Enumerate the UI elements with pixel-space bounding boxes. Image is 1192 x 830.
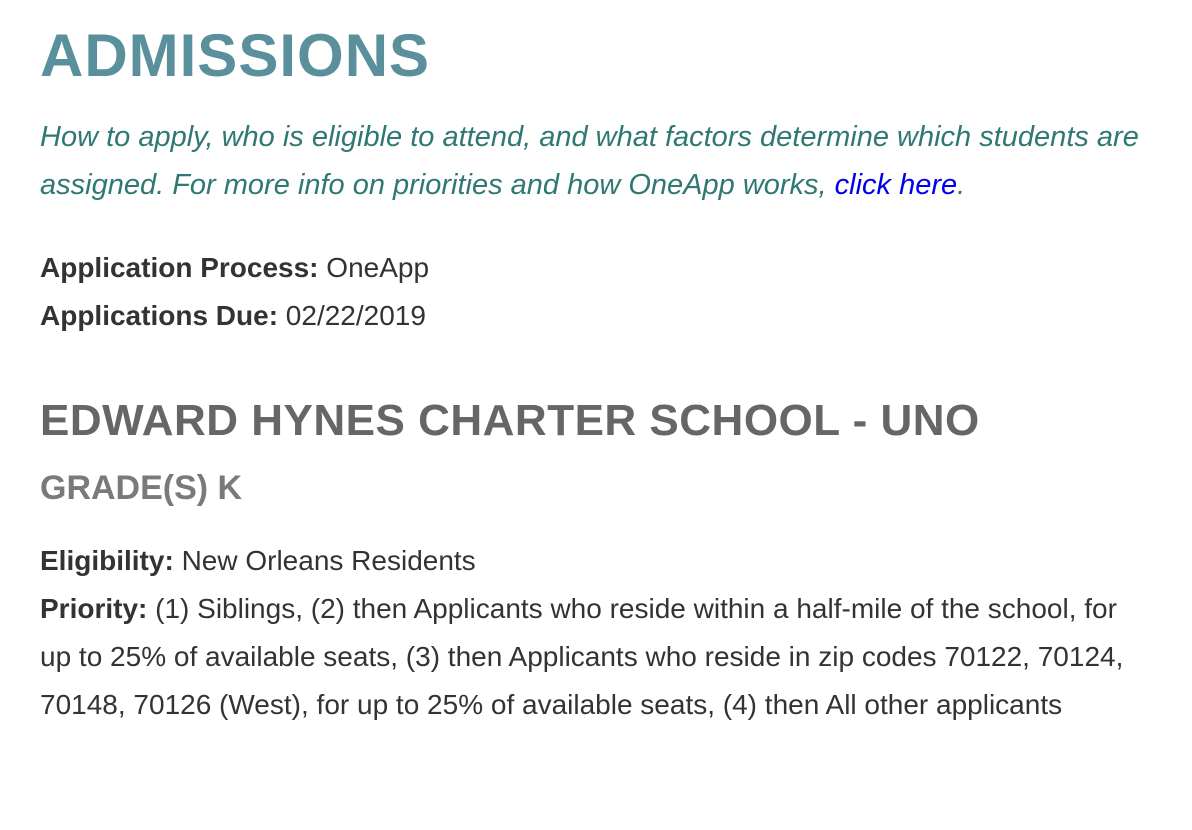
priority-value: (1) Siblings, (2) then Applicants who reside within a half-mile of the school, for up to 25% of available seats, (3) then Applicants who reside in zip codes 70122, 70124, 70148, 70126 (West), for up to 25% of available seats, (4) then All other applicants <box>40 593 1124 720</box>
intro-trailing: . <box>957 169 966 201</box>
page-title: ADMISSIONS <box>40 22 431 89</box>
application-info <box>40 244 1152 340</box>
school-grades: GRADE(S) K <box>40 469 243 507</box>
eligibility-row <box>40 537 1152 585</box>
application-process-label: Application Process: <box>40 252 319 283</box>
intro-text <box>40 86 1152 209</box>
priority-row <box>40 585 1152 729</box>
application-process-value: OneApp <box>326 252 430 283</box>
school-name: EDWARD HYNES CHARTER SCHOOL - UNO <box>40 396 980 445</box>
click-here-link[interactable]: click here <box>834 169 958 201</box>
eligibility-label: Eligibility: <box>40 545 174 576</box>
eligibility-value: New Orleans Residents <box>181 545 476 576</box>
school-details <box>40 537 1152 729</box>
applications-due-row <box>40 292 1152 340</box>
priority-label: Priority: <box>40 593 148 624</box>
applications-due-value: 02/22/2019 <box>285 300 426 331</box>
applications-due-label: Applications Due: <box>40 300 279 331</box>
intro-body: How to apply, who is eligible to attend, and what factors determine which students are assigned. For more info on priorities and how OneApp works, <box>40 121 1139 201</box>
application-process-row <box>40 244 1152 292</box>
